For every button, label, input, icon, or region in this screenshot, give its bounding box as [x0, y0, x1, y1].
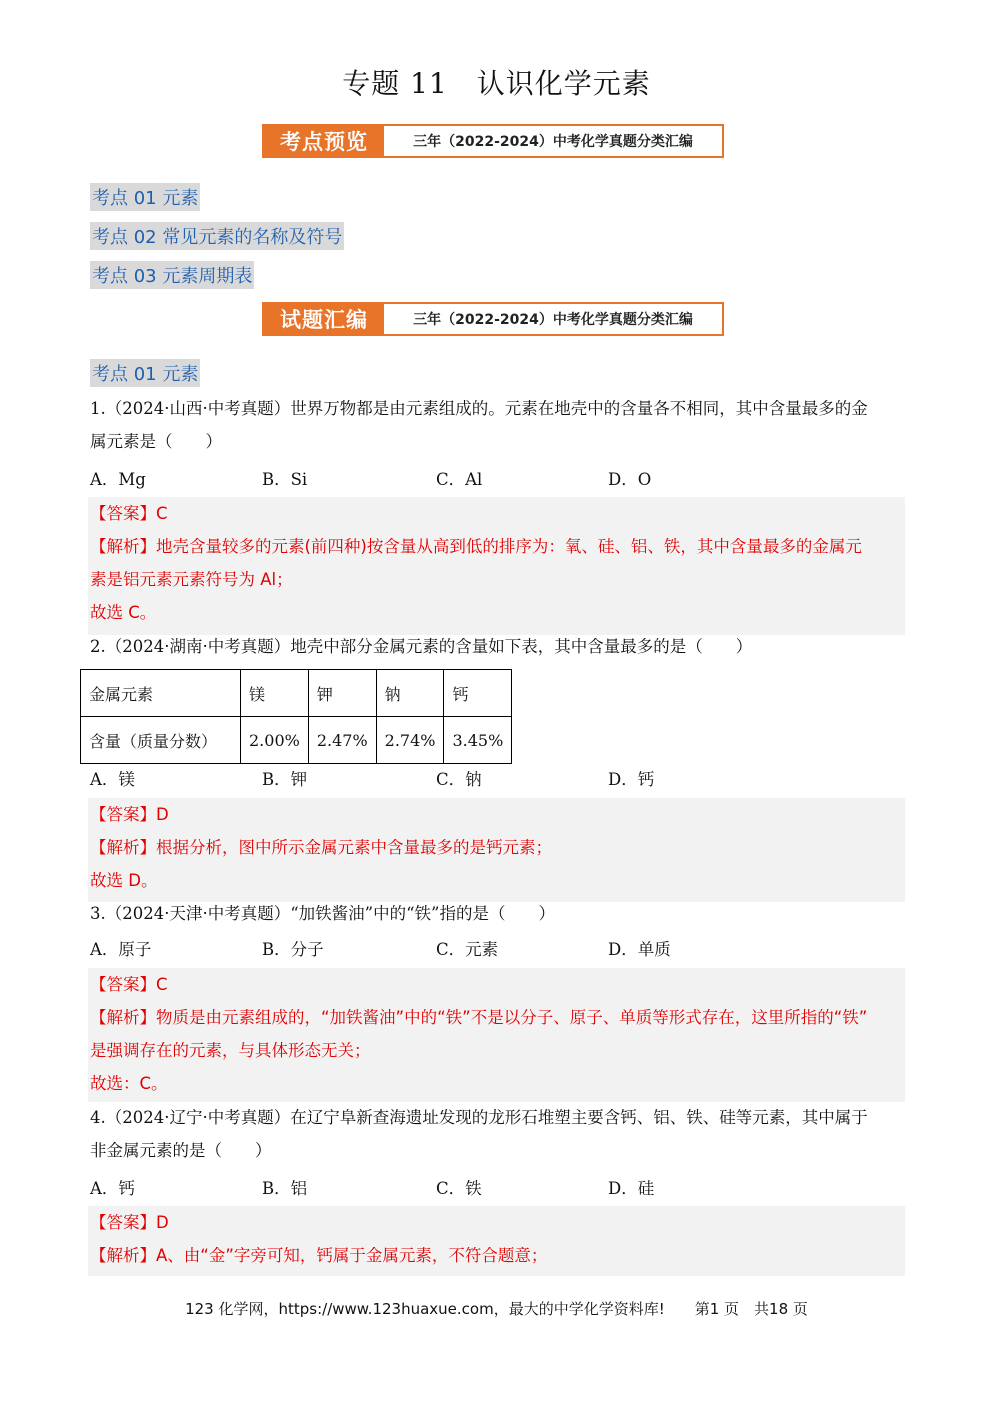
page-footer: 123 化学网，https://www.123huaxue.com，最大的中学化学资料库! 第1 页 共18 页: [185, 1300, 808, 1318]
table-cell: 金属元素: [81, 670, 241, 717]
option-c: C．元素: [436, 940, 499, 959]
question-4-options: [90, 1175, 905, 1205]
answer-box-4: [88, 1206, 905, 1276]
option-b: B．分子: [262, 940, 324, 959]
question-1-options: [90, 466, 905, 496]
banner-subtitle: 三年（2022-2024）中考化学真题分类汇编: [413, 134, 693, 150]
analysis-2-line-2: 故选 D。: [90, 871, 158, 890]
table-cell: 钾: [308, 670, 376, 717]
section-heading: 考点 01 元素: [90, 359, 200, 387]
option-a: A．镁: [90, 770, 135, 789]
option-c: C．铁: [436, 1179, 482, 1198]
answer-box-2: [88, 798, 905, 902]
table-cell: 镁: [241, 670, 309, 717]
banner-tag: 考点预览: [264, 126, 384, 156]
question-4-text-cont: 非金属元素的是（ ）: [90, 1141, 272, 1160]
option-d: D．硅: [608, 1179, 655, 1198]
banner-subtitle: 三年（2022-2024）中考化学真题分类汇编: [413, 312, 693, 328]
option-c: C．Al: [436, 470, 483, 489]
analysis-3-line-1: 【解析】物质是由元素组成的，“加铁酱油”中的“铁”不是以分子、原子、单质等形式存在，这里所指的“铁”: [90, 1008, 868, 1027]
answer-2: 【答案】D: [90, 805, 169, 824]
toc-item-1[interactable]: 考点 01 元素: [90, 183, 200, 211]
answer-box-1: [88, 497, 905, 635]
table-cell: 含量（质量分数）: [81, 717, 241, 764]
table-cell: 2.00%: [241, 717, 309, 764]
answer-4: 【答案】D: [90, 1213, 169, 1232]
table-cell: 钙: [444, 670, 512, 717]
metal-content-table: [80, 669, 512, 764]
option-d: D．钙: [608, 770, 655, 789]
table-cell: 3.45%: [444, 717, 512, 764]
analysis-1-line-1: 【解析】地壳含量较多的元素(前四种)按含量从高到低的排序为：氧、硅、铝、铁，其中含量最多的金属元: [90, 537, 862, 556]
preview-banner: [262, 124, 724, 158]
analysis-4-line-1: 【解析】A、由“金”字旁可知，钙属于金属元素，不符合题意；: [90, 1246, 548, 1265]
table-header-row: [81, 670, 512, 717]
option-b: B．钾: [262, 770, 308, 789]
page-title: 专题 11 认识化学元素: [342, 67, 651, 100]
questions-banner: [262, 302, 724, 336]
table-cell: 2.74%: [376, 717, 444, 764]
analysis-1-line-2: 素是铝元素元素符号为 Al；: [90, 570, 293, 589]
option-b: B．铝: [262, 1179, 308, 1198]
analysis-3-line-2: 是强调存在的元素，与具体形态无关；: [90, 1041, 371, 1060]
answer-1: 【答案】C: [90, 504, 168, 523]
answer-3: 【答案】C: [90, 975, 168, 994]
table-cell: 钠: [376, 670, 444, 717]
option-d: D．单质: [608, 940, 671, 959]
question-1-text-cont: 属元素是（ ）: [90, 432, 222, 451]
banner-tag: 试题汇编: [264, 304, 384, 334]
option-a: A．原子: [90, 940, 152, 959]
answer-box-3: [88, 968, 905, 1102]
analysis-1-line-3: 故选 C。: [90, 603, 157, 622]
question-1-text: 1.（2024·山西·中考真题）世界万物都是由元素组成的。元素在地壳中的含量各不相同，其中含量最多的金: [90, 399, 868, 418]
analysis-3-line-3: 故选：C。: [90, 1074, 168, 1093]
analysis-2-line-1: 【解析】根据分析，图中所示金属元素中含量最多的是钙元素；: [90, 838, 552, 857]
option-a: A．钙: [90, 1179, 135, 1198]
toc-item-3[interactable]: 考点 03 元素周期表: [90, 261, 254, 289]
question-4-text: 4.（2024·辽宁·中考真题）在辽宁阜新查海遗址发现的龙形石堆塑主要含钙、铝、铁、硅等元素，其中属于: [90, 1108, 868, 1127]
table-row: [81, 717, 512, 764]
table-cell: 2.47%: [308, 717, 376, 764]
question-2-text: 2.（2024·湖南·中考真题）地壳中部分金属元素的含量如下表，其中含量最多的是（ ）: [90, 637, 753, 656]
question-3-options: [90, 936, 905, 966]
toc-item-2[interactable]: 考点 02 常见元素的名称及符号: [90, 222, 344, 250]
question-3-text: 3.（2024·天津·中考真题）“加铁酱油”中的“铁”指的是（ ）: [90, 904, 555, 923]
option-c: C．钠: [436, 770, 482, 789]
option-b: B．Si: [262, 470, 308, 489]
option-d: D．O: [608, 470, 652, 489]
question-2-options: [90, 766, 905, 796]
option-a: A．Mg: [90, 470, 146, 489]
